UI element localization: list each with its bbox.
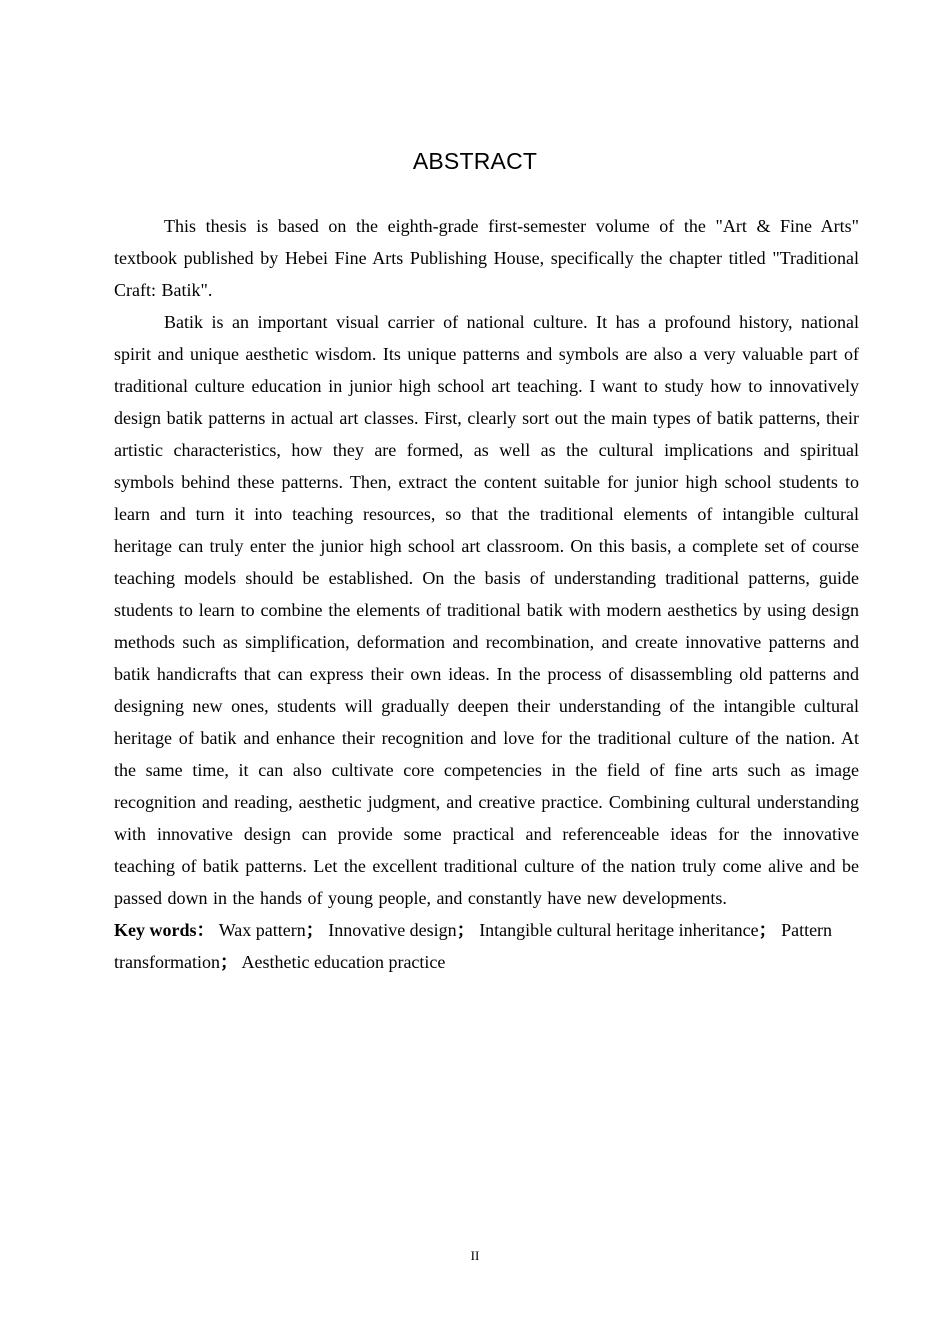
keyword-separator: ；: [219, 952, 238, 972]
keyword-item: Aesthetic education practice: [241, 952, 446, 972]
keyword-separator: ；: [758, 920, 777, 940]
page-number: II: [470, 1248, 480, 1263]
keyword-separator: ；: [305, 920, 324, 940]
keywords-label: Key words：: [114, 920, 215, 940]
keyword-separator: ；: [456, 920, 475, 940]
abstract-paragraph-1: This thesis is based on the eighth-grade first-semester volume of the "Art & Fine Arts" textbook published by Hebei Fine Arts Publishing House, specifically the chapter titled "Traditional Craft: Batik".: [114, 216, 859, 300]
keywords-line: [114, 914, 859, 978]
keyword-item: Wax pattern: [218, 920, 306, 940]
keyword-item: Intangible cultural heritage inheritance: [479, 920, 759, 940]
abstract-paragraph-2: Batik is an important visual carrier of national culture. It has a profound history, national spirit and unique aesthetic wisdom. Its unique patterns and symbols are also a very valuable part of traditional culture education in junior high school art teaching. I want to study how to innovatively design batik patterns in actual art classes. First, clearly sort out the main types of batik patterns, their artistic characteristics, how they are formed, as well as the cultural implications and spiritual symbols behind these patterns. Then, extract the content suitable for junior high school students to learn and turn it into teaching resources, so that the traditional elements of intangible cultural heritage can truly enter the junior high school art classroom. On this basis, a complete set of course teaching models should be established. On the basis of understanding traditional patterns, guide students to learn to combine the elements of traditional batik with modern aesthetics by using design methods such as simplification, deformation and recombination, and create innovative patterns and batik handicrafts that can express their own ideas. In the process of disassembling old patterns and designing new ones, students will gradually deepen their understanding of the intangible cultural heritage of batik and enhance their recognition and love for the traditional culture of the nation. At the same time, it can also cultivate core competencies in the field of fine arts such as image recognition and reading, aesthetic judgment, and creative practice. Combining cultural understanding with innovative design can provide some practical and referenceable ideas for the innovative teaching of batik patterns. Let the excellent traditional culture of the nation truly come alive and be passed down in the hands of young people, and constantly have new developments.: [114, 312, 859, 908]
abstract-body: [114, 210, 859, 978]
keyword-item: Pattern transformation: [114, 920, 833, 972]
abstract-title: ABSTRACT: [412, 148, 538, 174]
keyword-item: Innovative design: [328, 920, 457, 940]
